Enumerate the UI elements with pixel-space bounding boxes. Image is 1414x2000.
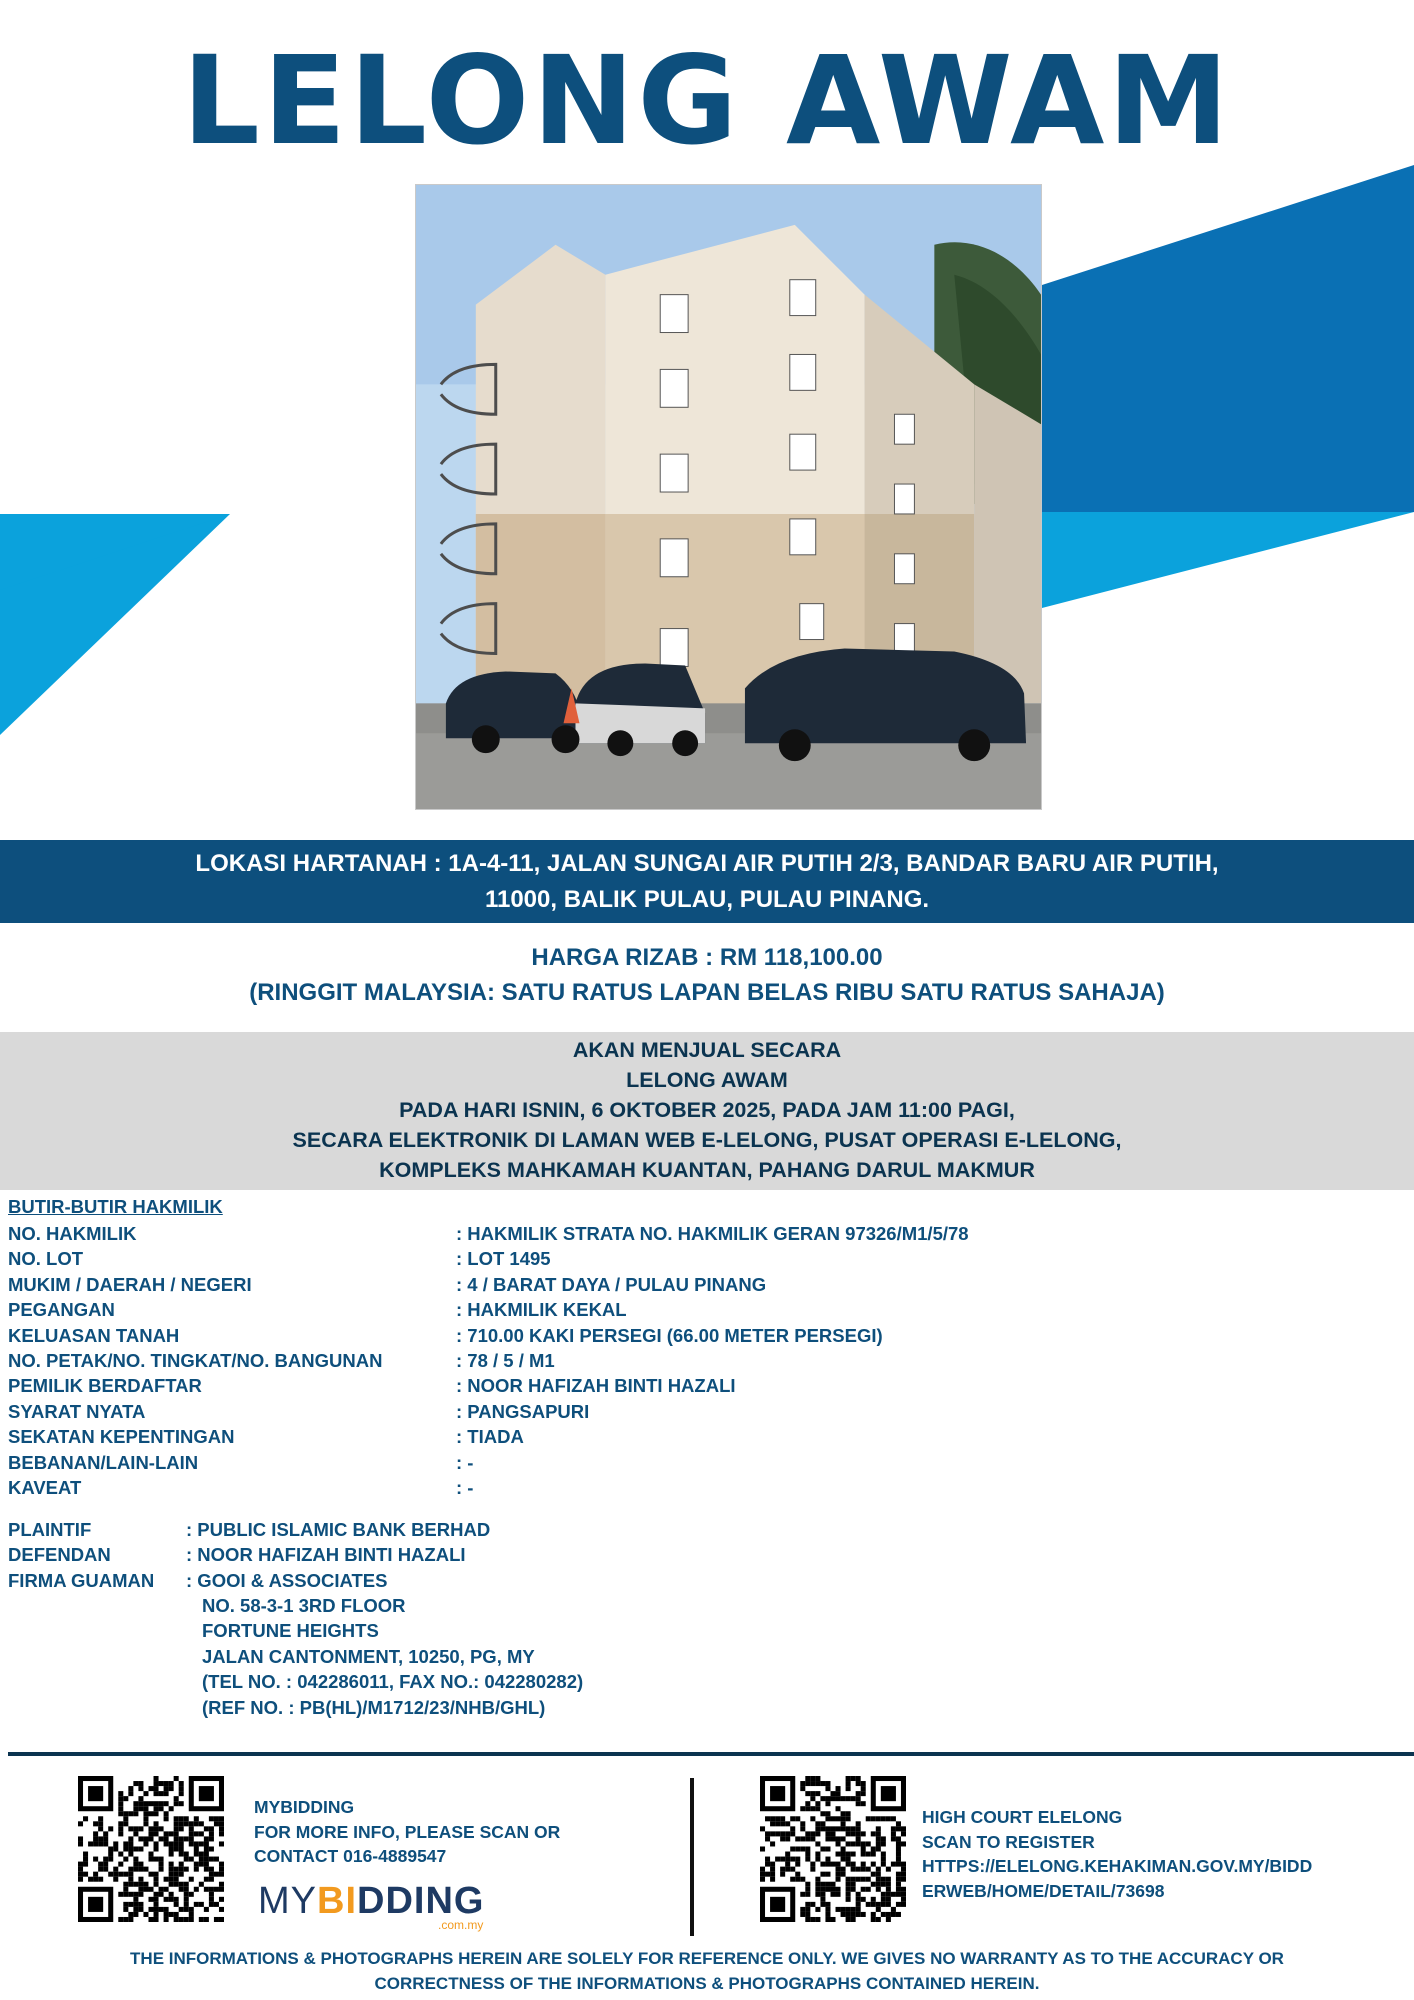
party-label: FIRMA GUAMAN (8, 1569, 155, 1591)
detail-value: : HAKMILIK KEKAL (456, 1299, 627, 1321)
detail-label: KELUASAN TANAH (8, 1324, 180, 1346)
disclaimer (0, 1946, 1414, 1996)
auction-notice-line: KOMPLEKS MAHKAMAH KUANTAN, PAHANG DARUL MAKMUR (379, 1158, 1035, 1182)
page-title: LELONG AWAM (182, 30, 1232, 172)
reserve-price-words: (RINGGIT MALAYSIA: SATU RATUS LAPAN BELAS RIBU SATU RATUS SAHAJA) (249, 979, 1165, 1006)
elelong-url-line-2[interactable]: ERWEB/HOME/DETAIL/73698 (922, 1880, 1165, 1901)
detail-row-owner (8, 1373, 1108, 1398)
property-location-band (0, 840, 1414, 923)
reserve-price (0, 940, 1414, 1010)
party-label: PLAINTIF (8, 1519, 92, 1540)
mybidding-contact (254, 1795, 560, 1869)
law-firm-address-line: (TEL NO. : 042286011, FAX NO.: 042280282) (202, 1671, 584, 1693)
detail-label: NO. LOT (8, 1248, 84, 1270)
footer-vertical-divider (690, 1778, 694, 1936)
party-value: : PUBLIC ISLAMIC BANK BERHAD (186, 1519, 491, 1540)
detail-label: SYARAT NYATA (8, 1400, 146, 1422)
detail-label: NO. HAKMILIK (8, 1223, 137, 1244)
detail-value: : - (456, 1451, 474, 1473)
law-firm-address-line: (REF NO. : PB(HL)/M1712/23/NHB/GHL) (202, 1696, 546, 1718)
party-row-defendant (8, 1542, 908, 1567)
property-photo (415, 184, 1042, 810)
detail-label: PEMILIK BERDAFTAR (8, 1375, 202, 1397)
detail-value: : NOOR HAFIZAH BINTI HAZALI (456, 1375, 736, 1397)
elelong-qr-code-icon[interactable] (760, 1776, 906, 1922)
elelong-url-line-1[interactable]: HTTPS://ELELONG.KEHAKIMAN.GOV.MY/BIDD (922, 1856, 1313, 1876)
parties-list (8, 1517, 908, 1718)
mybidding-qr-code-icon[interactable] (78, 1776, 224, 1922)
detail-label: SEKATAN KEPENTINGAN (8, 1426, 235, 1448)
auction-notice-line: LELONG AWAM (626, 1068, 788, 1092)
mybidding-logo (258, 1880, 498, 1930)
detail-row-title-no (8, 1221, 1108, 1246)
detail-row-parcel (8, 1348, 1108, 1373)
title-details-list (8, 1221, 1108, 1500)
mybidding-logo-word (258, 1880, 484, 1922)
party-row-law-firm (8, 1568, 908, 1593)
detail-row-tenure (8, 1297, 1108, 1322)
detail-value: : - (456, 1476, 474, 1498)
mybidding-name: MYBIDDING (254, 1797, 355, 1817)
detail-row-mukim (8, 1272, 1108, 1297)
auction-notice-line: PADA HARI ISNIN, 6 OKTOBER 2025, PADA JAM 11:00 PAGI, (399, 1098, 1015, 1122)
detail-row-lot (8, 1246, 1108, 1271)
logo-part-dding: DDING (357, 1880, 485, 1922)
auction-notice-line: SECARA ELEKTRONIK DI LAMAN WEB E-LELONG, PUSAT OPERASI E-LELONG, (292, 1128, 1122, 1152)
elelong-instruction: SCAN TO REGISTER (922, 1831, 1095, 1852)
party-label: DEFENDAN (8, 1544, 111, 1566)
party-value: : NOOR HAFIZAH BINTI HAZALI (186, 1544, 466, 1566)
law-firm-address-line: FORTUNE HEIGHTS (202, 1620, 379, 1642)
detail-row-encumbrance (8, 1450, 1108, 1475)
mybidding-phone: CONTACT 016-4889547 (254, 1846, 447, 1866)
building-photo (416, 185, 1041, 809)
title-details-heading: BUTIR-BUTIR HAKMILIK (8, 1196, 223, 1217)
detail-value: : 710.00 KAKI PERSEGI (66.00 METER PERSEGI) (456, 1324, 883, 1346)
qr-code-icon (78, 1776, 224, 1922)
auction-notice-line: AKAN MENJUAL SECARA (572, 1038, 842, 1062)
reserve-price-amount: HARGA RIZAB : RM 118,100.00 (531, 944, 883, 971)
law-firm-address-line: JALAN CANTONMENT, 10250, PG, MY (202, 1645, 535, 1667)
logo-part-my: MY (258, 1880, 317, 1922)
detail-label: MUKIM / DAERAH / NEGERI (8, 1273, 252, 1295)
law-firm-address-line: NO. 58-3-1 3RD FLOOR (202, 1595, 406, 1616)
detail-row-area (8, 1323, 1108, 1348)
footer-divider (8, 1752, 1414, 1756)
disclaimer-line: CORRECTNESS OF THE INFORMATIONS & PHOTOGRAPHS CONTAINED HEREIN. (374, 1974, 1040, 1993)
right-light-blue-shape (1042, 512, 1414, 608)
disclaimer-line: THE INFORMATIONS & PHOTOGRAPHS HEREIN ARE SOLELY FOR REFERENCE ONLY. WE GIVES NO WARRANTY AS TO THE ACCURACY OR (130, 1949, 1284, 1968)
detail-label: NO. PETAK/NO. TINGKAT/NO. BANGUNAN (8, 1349, 383, 1371)
logo-domain: .com.my (438, 1918, 484, 1932)
detail-label: KAVEAT (8, 1476, 82, 1498)
elelong-contact (922, 1805, 1312, 1903)
logo-part-bi: BI (317, 1880, 357, 1922)
detail-row-express-condition (8, 1399, 1108, 1424)
detail-value: : 4 / BARAT DAYA / PULAU PINANG (456, 1273, 767, 1295)
detail-value: : TIADA (456, 1426, 524, 1448)
location-line-2: 11000, BALIK PULAU, PULAU PINANG. (484, 886, 930, 913)
detail-value: : HAKMILIK STRATA NO. HAKMILIK GERAN 97326/M1/5/78 (456, 1223, 969, 1244)
detail-label: PEGANGAN (8, 1299, 115, 1321)
detail-row-restriction (8, 1424, 1108, 1449)
party-row-plaintiff (8, 1517, 908, 1542)
law-firm-address (202, 1593, 583, 1720)
detail-value: : PANGSAPURI (456, 1400, 590, 1422)
detail-row-caveat (8, 1475, 1108, 1500)
qr-code-icon (760, 1776, 906, 1922)
right-dark-blue-shape (1042, 165, 1414, 512)
detail-value: : LOT 1495 (456, 1248, 551, 1270)
elelong-name: HIGH COURT ELELONG (922, 1807, 1123, 1827)
party-value: : GOOI & ASSOCIATES (186, 1569, 388, 1591)
detail-label: BEBANAN/LAIN-LAIN (8, 1451, 199, 1473)
auction-notice-band (0, 1032, 1414, 1190)
detail-value: : 78 / 5 / M1 (456, 1349, 555, 1371)
location-line-1: LOKASI HARTANAH : 1A-4-11, JALAN SUNGAI AIR PUTIH 2/3, BANDAR BARU AIR PUTIH, (195, 850, 1219, 877)
mybidding-info: FOR MORE INFO, PLEASE SCAN OR (254, 1821, 561, 1842)
